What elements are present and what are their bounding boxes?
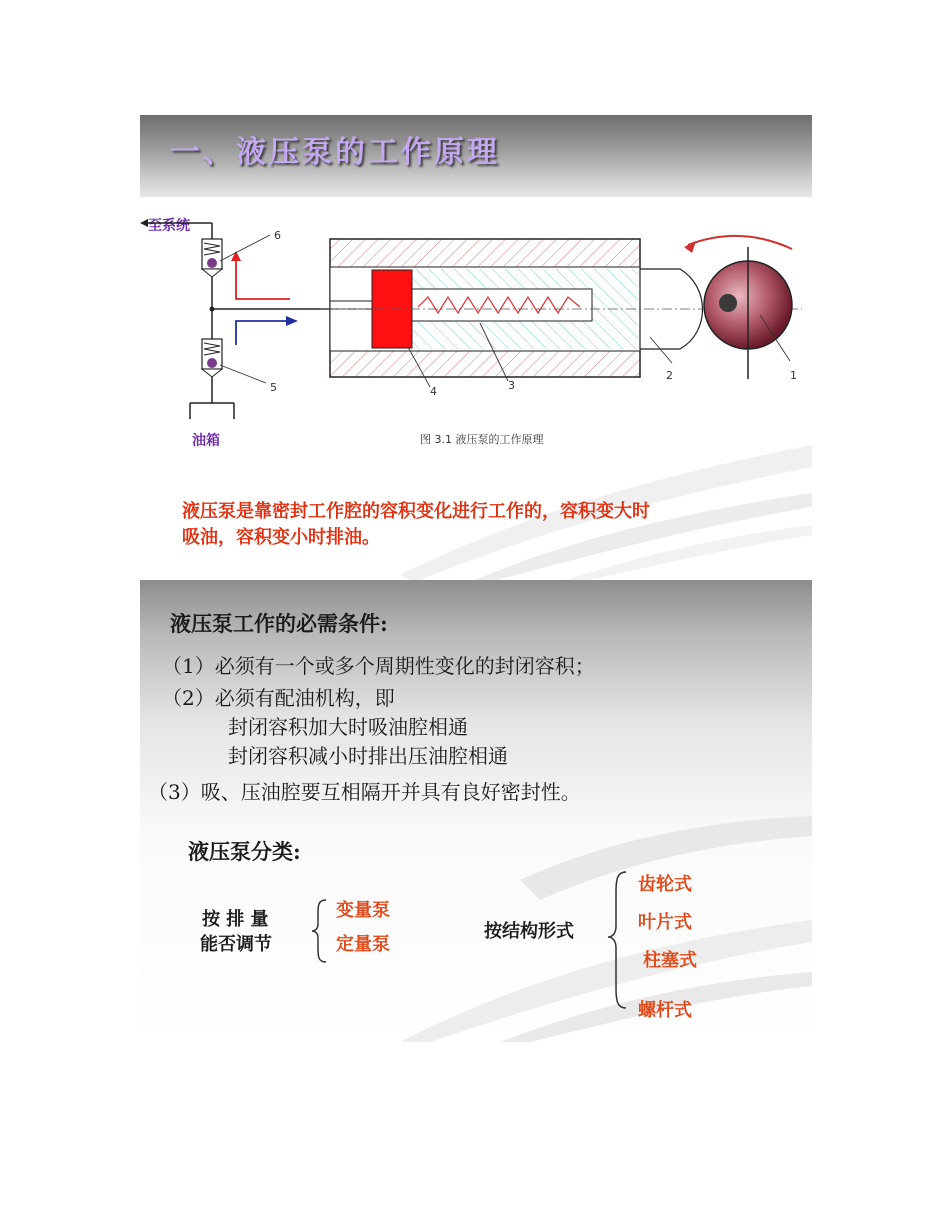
callout-5: 5	[270, 381, 277, 394]
pipe-lines	[140, 219, 330, 419]
slide-title: 一、液压泵的工作原理	[170, 135, 500, 170]
structure-brace-icon	[606, 870, 630, 1010]
figure-caption: 图 3.1 液压泵的工作原理	[420, 433, 544, 446]
discharge-check-valve	[202, 239, 222, 277]
slide-principle	[140, 115, 812, 582]
condition-2-sub-1: 封闭容积加大时吸油腔相通	[228, 715, 468, 739]
callout-2: 2	[666, 369, 673, 382]
slide-conditions	[140, 580, 812, 1042]
callout-3: 3	[508, 379, 515, 392]
displacement-label-line-2: 能否调节	[200, 934, 272, 955]
red-flow-arrow	[231, 251, 290, 299]
conditions-heading: 液压泵工作的必需条件:	[170, 611, 388, 636]
pump-diagram	[140, 197, 812, 527]
callout-1: 1	[790, 369, 797, 382]
condition-2-sub-2: 封闭容积减小时排出压油腔相通	[228, 744, 508, 768]
suction-check-valve	[202, 339, 222, 377]
callout-6: 6	[274, 229, 281, 242]
displacement-brace-icon	[310, 898, 330, 964]
structure-label: 按结构形式	[484, 921, 574, 942]
vane-type: 叶片式	[638, 912, 692, 933]
variable-pump: 变量泵	[336, 900, 390, 921]
fixed-pump: 定量泵	[336, 934, 390, 955]
blue-flow-arrow	[236, 316, 298, 345]
displacement-label-line-1: 按 排 量	[202, 909, 269, 930]
piston-type: 柱塞式	[643, 950, 697, 971]
principle-line-2: 吸油，容积变小时排油。	[182, 527, 380, 548]
title-bar	[140, 115, 812, 197]
screw-type: 螺杆式	[638, 1000, 692, 1021]
to-system-label: 至系统	[148, 218, 190, 234]
oil-tank-label: 油箱	[192, 433, 220, 449]
condition-2: （2）必须有配油机构，即	[162, 686, 395, 710]
condition-1: （1）必须有一个或多个周期性变化的封闭容积；	[162, 654, 595, 678]
principle-line-1: 液压泵是靠密封工作腔的容积变化进行工作的，容积变大时	[182, 501, 650, 522]
classification-heading: 液压泵分类:	[188, 839, 301, 864]
callout-4: 4	[430, 385, 437, 398]
condition-3: （3）吸、压油腔要互相隔开并具有良好密封性。	[148, 780, 581, 804]
gear-type: 齿轮式	[638, 874, 692, 895]
